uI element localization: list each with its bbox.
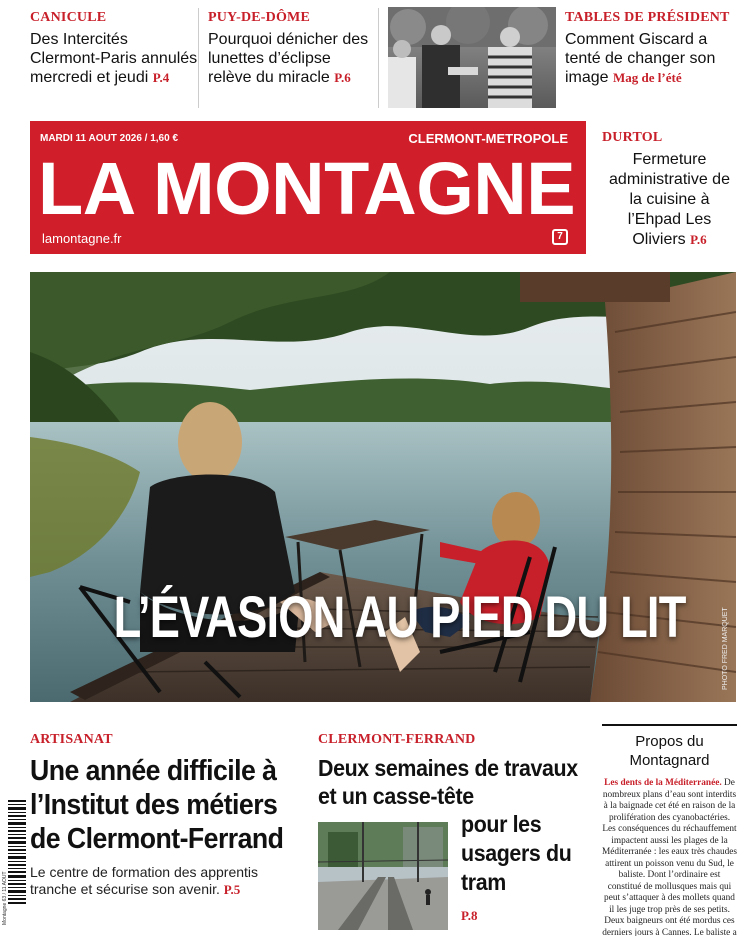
page-ref: Mag de l’été xyxy=(613,70,682,85)
article-title-continued: pour les usagers du tram xyxy=(461,811,572,895)
column-lead: Les dents de la Méditerranée. xyxy=(604,778,722,788)
tram-photo[interactable] xyxy=(318,822,448,930)
article-summary: Le centre de formation des apprentis tranche et sécurise son avenir. P.5 xyxy=(30,864,259,897)
page-ref: P.8 xyxy=(461,908,478,923)
teaser-canicule[interactable] xyxy=(30,10,200,87)
column-body: Les dents de la Méditerranée. De nombreux plans d’eau sont interdits à la baignade cet été en raison de la prolifération des cyanobactéries. Les conséquences du réchauffement impactent aussi les plages de la Méditerranée : les eaux très chaudes attirent un poisson venu du Sud, le baliste. Dont l’ordinaire est constitué de mollusques mais qui peut s’attaquer à des mollets quand il les juge trop près de ses petits. Deux baigneurs ont été mordus ces derniers jours à Cannes. Le baliste a xyxy=(602,778,738,936)
page-ref: P.5 xyxy=(223,882,241,897)
page-ref: P.4 xyxy=(152,70,170,85)
article-artisanat[interactable] xyxy=(30,732,300,898)
divider xyxy=(378,8,379,108)
barcode-label: Montagne 63 / 11 AOUT xyxy=(2,871,8,925)
teaser-kicker: PUY-DE-DÔME xyxy=(208,10,311,25)
photo-credit: PHOTO FRED MARQUET xyxy=(722,607,729,690)
teaser-title: Des Intercités Clermont-Paris annulés mercredi et jeudi P.4 xyxy=(30,31,198,86)
main-headline: L’ÉVASION AU PIED DU LIT xyxy=(113,585,686,650)
teaser-puy-de-dome[interactable] xyxy=(208,10,378,87)
teaser-kicker: TABLES DE PRÉSIDENT xyxy=(565,10,730,25)
la-montagne-7-logo-icon: 7 xyxy=(552,229,568,245)
main-photo[interactable] xyxy=(30,272,736,702)
teaser-title: Pourquoi dénicher des lunettes d’éclipse relève du miracle P.6 xyxy=(208,31,369,86)
propos-du-montagnard[interactable] xyxy=(602,724,737,936)
teaser-kicker: DURTOL xyxy=(602,130,663,145)
teaser-durtol[interactable] xyxy=(602,130,737,250)
column-rule xyxy=(602,724,737,726)
date-price: MARDI 11 AOUT 2026 / 1,60 € xyxy=(40,133,179,144)
divider xyxy=(198,8,199,108)
page-ref: P.6 xyxy=(334,70,351,85)
barcode-icon xyxy=(8,798,26,908)
masthead[interactable] xyxy=(30,121,586,254)
giscard-photo[interactable] xyxy=(388,7,556,108)
website-url[interactable]: lamontagne.fr xyxy=(42,231,122,246)
edition-label: CLERMONT-METROPOLE xyxy=(408,131,568,146)
teaser-kicker: CANICULE xyxy=(30,10,107,25)
article-clermont-ferrand[interactable] xyxy=(318,732,588,810)
article-kicker: ARTISANAT xyxy=(30,732,113,747)
teaser-title: Fermeture administrative de la cuisine à l’Ehpad Les Oliviers P.6 xyxy=(609,151,730,248)
article-title: Deux semaines de travaux et un casse-tête xyxy=(318,755,578,809)
article-kicker: CLERMONT-FERRAND xyxy=(318,732,476,747)
newspaper-title: LA MONTAGNE xyxy=(38,147,576,230)
page-ref: P.6 xyxy=(690,232,707,247)
article-title: Une année difficile à l’Institut des métiers de Clermont-Ferrand xyxy=(30,755,284,855)
column-title: Propos du Montagnard xyxy=(629,733,710,769)
teaser-giscard[interactable] xyxy=(565,10,745,87)
teaser-title: Comment Giscard a tenté de changer son image Mag de l’été xyxy=(565,31,716,86)
